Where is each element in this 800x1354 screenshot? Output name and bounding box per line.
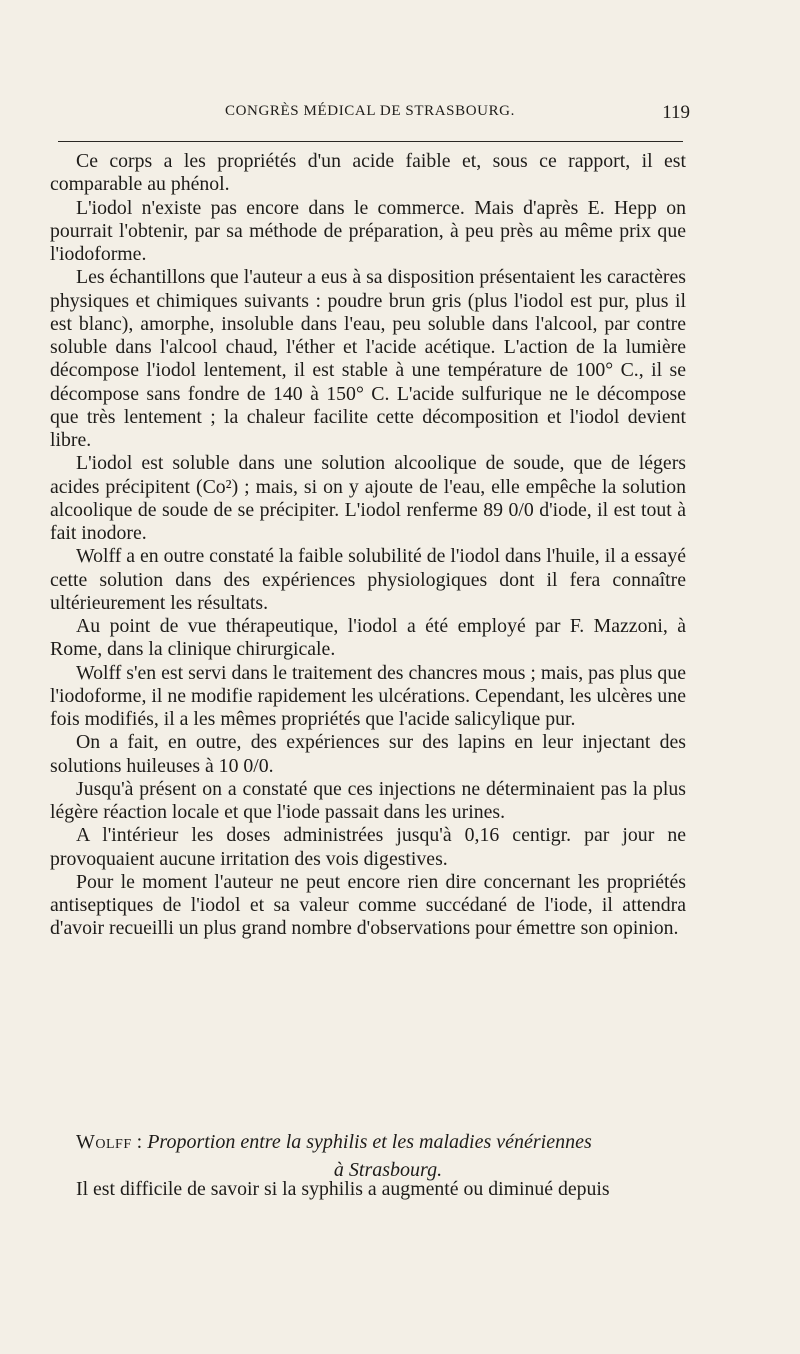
paragraph: On a fait, en outre, des expériences sur des lapins en leur injectant des solutions huileuses à 10 0/0. <box>50 731 686 777</box>
running-title: CONGRÈS MÉDICAL DE STRASBOURG. <box>225 103 515 119</box>
page-header <box>50 103 690 133</box>
paragraph: Jusqu'à présent on a constaté que ces injections ne déterminaient pas la plus légère réaction locale et que l'iode passait dans les urines. <box>50 777 686 823</box>
paragraph: Wolff s'en est servi dans le traitement des chancres mous ; mais, pas plus que l'iodoforme, il ne modifie rapidement les ulcérations. Cependant, les ulcères une fois modifiés, il a les mêmes propriétés que l'acide salicylique pur. <box>50 661 686 730</box>
page-number: 119 <box>662 102 690 123</box>
section-title-line2: à Strasbourg. <box>333 1159 443 1181</box>
header-rule <box>58 141 683 142</box>
paragraph: L'iodol est soluble dans une solution alcoolique de soude, que de légers acides précipitent (Co²) ; mais, si on y ajoute de l'eau, elle empêche la solution alcoolique de soude de se précipiter. L'iodol renferme 89 0/0 d'iode, il est tout à fait inodore. <box>50 452 686 544</box>
section-author: Wolff <box>76 1131 132 1153</box>
section-separator: : <box>131 1131 148 1153</box>
section-title-line1: Proportion entre la syphilis et les maladies vénériennes <box>147 1131 592 1153</box>
body-text <box>50 150 686 941</box>
section-heading <box>50 1128 686 1184</box>
paragraph: Il est difficile de savoir si la syphilis a augmenté ou diminué depuis <box>76 1178 610 1200</box>
paragraph: Wolff a en outre constaté la faible solubilité de l'iodol dans l'huile, il a essayé cette solution dans des expériences physiologiques dont il fera connaître ultérieurement les résultats. <box>50 545 686 614</box>
paragraph: Pour le moment l'auteur ne peut encore rien dire concernant les propriétés antiseptiques de l'iodol et sa valeur comme succédané de l'iode, il attendra d'avoir recueilli un plus grand nombre d'observations pour émettre son opinion. <box>50 870 686 940</box>
paragraph: Les échantillons que l'auteur a eus à sa disposition présentaient les caractères physiques et chimiques suivants : poudre brun gris (plus l'iodol est pur, plus il est blanc), amorphe, insoluble dans l'eau, peu soluble dans l'alcool, par contre soluble dans l'alcool chaud, l'éther et l'acide acétique. L'action de la lumière décompose l'iodol lentement, il est stable à une température de 100° C., il se décompose sans fondre de 140 à 150° C. L'acide sulfurique ne le décompose que très lentement ; la chaleur facilite cette décomposition et l'iodol devient libre. <box>50 266 686 451</box>
paragraph: L'iodol n'existe pas encore dans le commerce. Mais d'après E. Hepp on pourrait l'obtenir, par sa méthode de préparation, à peu près au même prix que l'iodoforme. <box>50 196 686 265</box>
paragraph: Au point de vue thérapeutique, l'iodol a été employé par F. Mazzoni, à Rome, dans la clinique chirurgicale. <box>50 615 686 661</box>
section-heading-line <box>50 1128 686 1156</box>
final-paragraph-block <box>50 1178 686 1201</box>
paragraph: Ce corps a les propriétés d'un acide faible et, sous ce rapport, il est comparable au phénol. <box>50 150 686 196</box>
paragraph: A l'intérieur les doses administrées jusqu'à 0,16 centigr. par jour ne provoquaient aucune irritation des vois digestives. <box>50 824 686 870</box>
